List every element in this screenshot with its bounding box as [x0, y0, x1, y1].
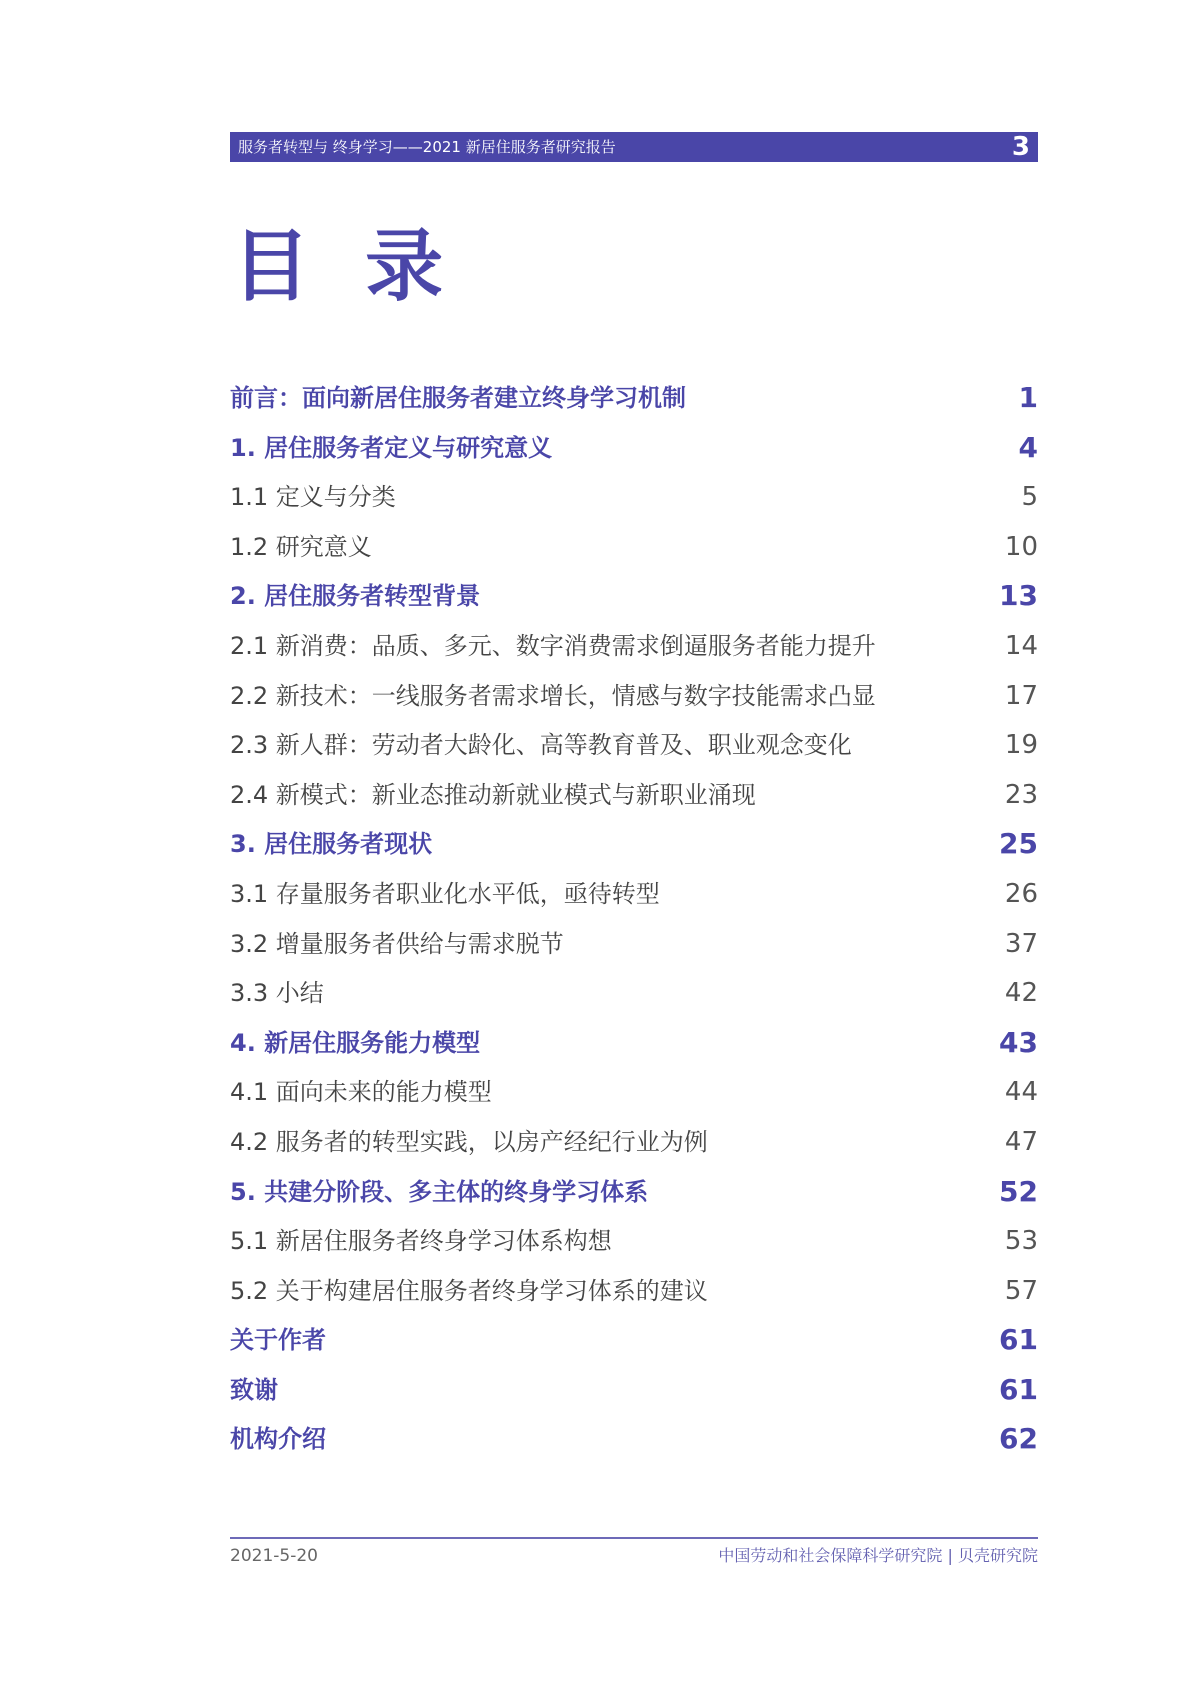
toc-entry-page: 13	[999, 579, 1038, 613]
toc-entry-page: 10	[1004, 531, 1038, 562]
toc-entry[interactable]	[230, 1265, 1038, 1315]
toc-entry-page: 43	[999, 1025, 1038, 1059]
toc-entry-page: 23	[1004, 779, 1038, 810]
toc-entry-label: 5.2 关于构建居住服务者终身学习体系的建议	[230, 1276, 708, 1305]
toc-entry[interactable]	[230, 818, 1038, 868]
toc-entry-page: 5	[1021, 482, 1038, 513]
toc-entry-page: 61	[999, 1372, 1038, 1406]
toc-entry-page: 62	[999, 1422, 1038, 1456]
toc-entry[interactable]	[230, 620, 1038, 670]
toc-entry-label: 5.1 新居住服务者终身学习体系构想	[230, 1227, 612, 1256]
toc-entry-label: 致谢	[230, 1375, 278, 1404]
toc-entry[interactable]	[230, 670, 1038, 720]
toc-entry[interactable]	[230, 967, 1038, 1017]
toc-entry[interactable]	[230, 422, 1038, 472]
toc-entry-page: 44	[1004, 1077, 1038, 1108]
toc-entry-label: 2.1 新消费：品质、多元、数字消费需求倒逼服务者能力提升	[230, 631, 876, 660]
toc-heading: 目 录	[232, 222, 458, 312]
footer-organizations: 中国劳动和社会保障科学研究院 | 贝壳研究院	[718, 1546, 1038, 1565]
toc-entry-page: 37	[1004, 928, 1038, 959]
toc-entry[interactable]	[230, 471, 1038, 521]
toc-entry-label: 前言：面向新居住服务者建立终身学习机制	[230, 384, 686, 412]
toc-entry-page: 61	[999, 1323, 1038, 1357]
toc-entry-label: 3.1 存量服务者职业化水平低，亟待转型	[230, 879, 660, 908]
toc-entry[interactable]	[230, 1017, 1038, 1067]
toc-entry-label: 2. 居住服务者转型背景	[230, 582, 481, 611]
toc-entry-label: 关于作者	[230, 1326, 326, 1355]
toc-entry[interactable]	[230, 1364, 1038, 1414]
toc-entry[interactable]	[230, 1116, 1038, 1166]
toc-entry-page: 26	[1004, 878, 1038, 909]
toc-entry-label: 4.1 面向未来的能力模型	[230, 1078, 492, 1107]
toc-entry-label: 2.4 新模式：新业态推动新就业模式与新职业涌现	[230, 780, 756, 809]
toc-entry-label: 1.2 研究意义	[230, 532, 372, 561]
toc-entry[interactable]	[230, 1166, 1038, 1216]
toc-entry[interactable]	[230, 570, 1038, 620]
toc-entry-page: 42	[1004, 978, 1038, 1009]
footer-date: 2021-5-20	[230, 1546, 318, 1566]
header-bar	[230, 132, 1038, 162]
toc-entry-page: 53	[1004, 1226, 1038, 1257]
toc-entry-label: 5. 共建分阶段、多主体的终身学习体系	[230, 1177, 649, 1206]
footer-divider	[230, 1537, 1038, 1539]
toc-entry-page: 14	[1004, 630, 1038, 661]
toc-entry-label: 3.2 增量服务者供给与需求脱节	[230, 929, 564, 958]
toc-entry-label: 机构介绍	[230, 1425, 326, 1454]
toc-entry-page: 25	[999, 827, 1038, 861]
toc-entry-page: 19	[1004, 730, 1038, 761]
toc-entry[interactable]	[230, 521, 1038, 571]
toc-entry[interactable]	[230, 1314, 1038, 1364]
toc-entry-page: 17	[1004, 680, 1038, 711]
toc-entry[interactable]	[230, 1215, 1038, 1265]
toc-entry-page: 47	[1004, 1126, 1038, 1157]
toc-entry-label: 1.1 定义与分类	[230, 483, 396, 512]
toc-entry-page: 52	[999, 1174, 1038, 1208]
page-number: 3	[1011, 132, 1030, 162]
toc-entry-label: 1. 居住服务者定义与研究意义	[230, 433, 553, 462]
toc-entry-label: 4.2 服务者的转型实践，以房产经纪行业为例	[230, 1127, 708, 1156]
toc-entry-label: 3.3 小结	[230, 979, 324, 1008]
table-of-contents	[230, 372, 1038, 1463]
toc-entry[interactable]	[230, 1066, 1038, 1116]
report-title: 服务者转型与 终身学习——2021 新居住服务者研究报告	[238, 138, 616, 156]
toc-entry-label: 3. 居住服务者现状	[230, 830, 433, 859]
toc-entry[interactable]	[230, 719, 1038, 769]
toc-entry-label: 4. 新居住服务能力模型	[230, 1028, 481, 1057]
toc-entry[interactable]	[230, 769, 1038, 819]
toc-entry-page: 1	[1018, 381, 1038, 414]
toc-entry-page: 57	[1004, 1275, 1038, 1306]
toc-entry[interactable]	[230, 1413, 1038, 1463]
toc-entry[interactable]	[230, 918, 1038, 968]
toc-entry[interactable]	[230, 868, 1038, 918]
toc-entry-label: 2.3 新人群：劳动者大龄化、高等教育普及、职业观念变化	[230, 731, 852, 760]
toc-entry-label: 2.2 新技术：一线服务者需求增长，情感与数字技能需求凸显	[230, 681, 876, 710]
toc-entry[interactable]	[230, 372, 1038, 422]
toc-entry-page: 4	[1018, 430, 1038, 464]
